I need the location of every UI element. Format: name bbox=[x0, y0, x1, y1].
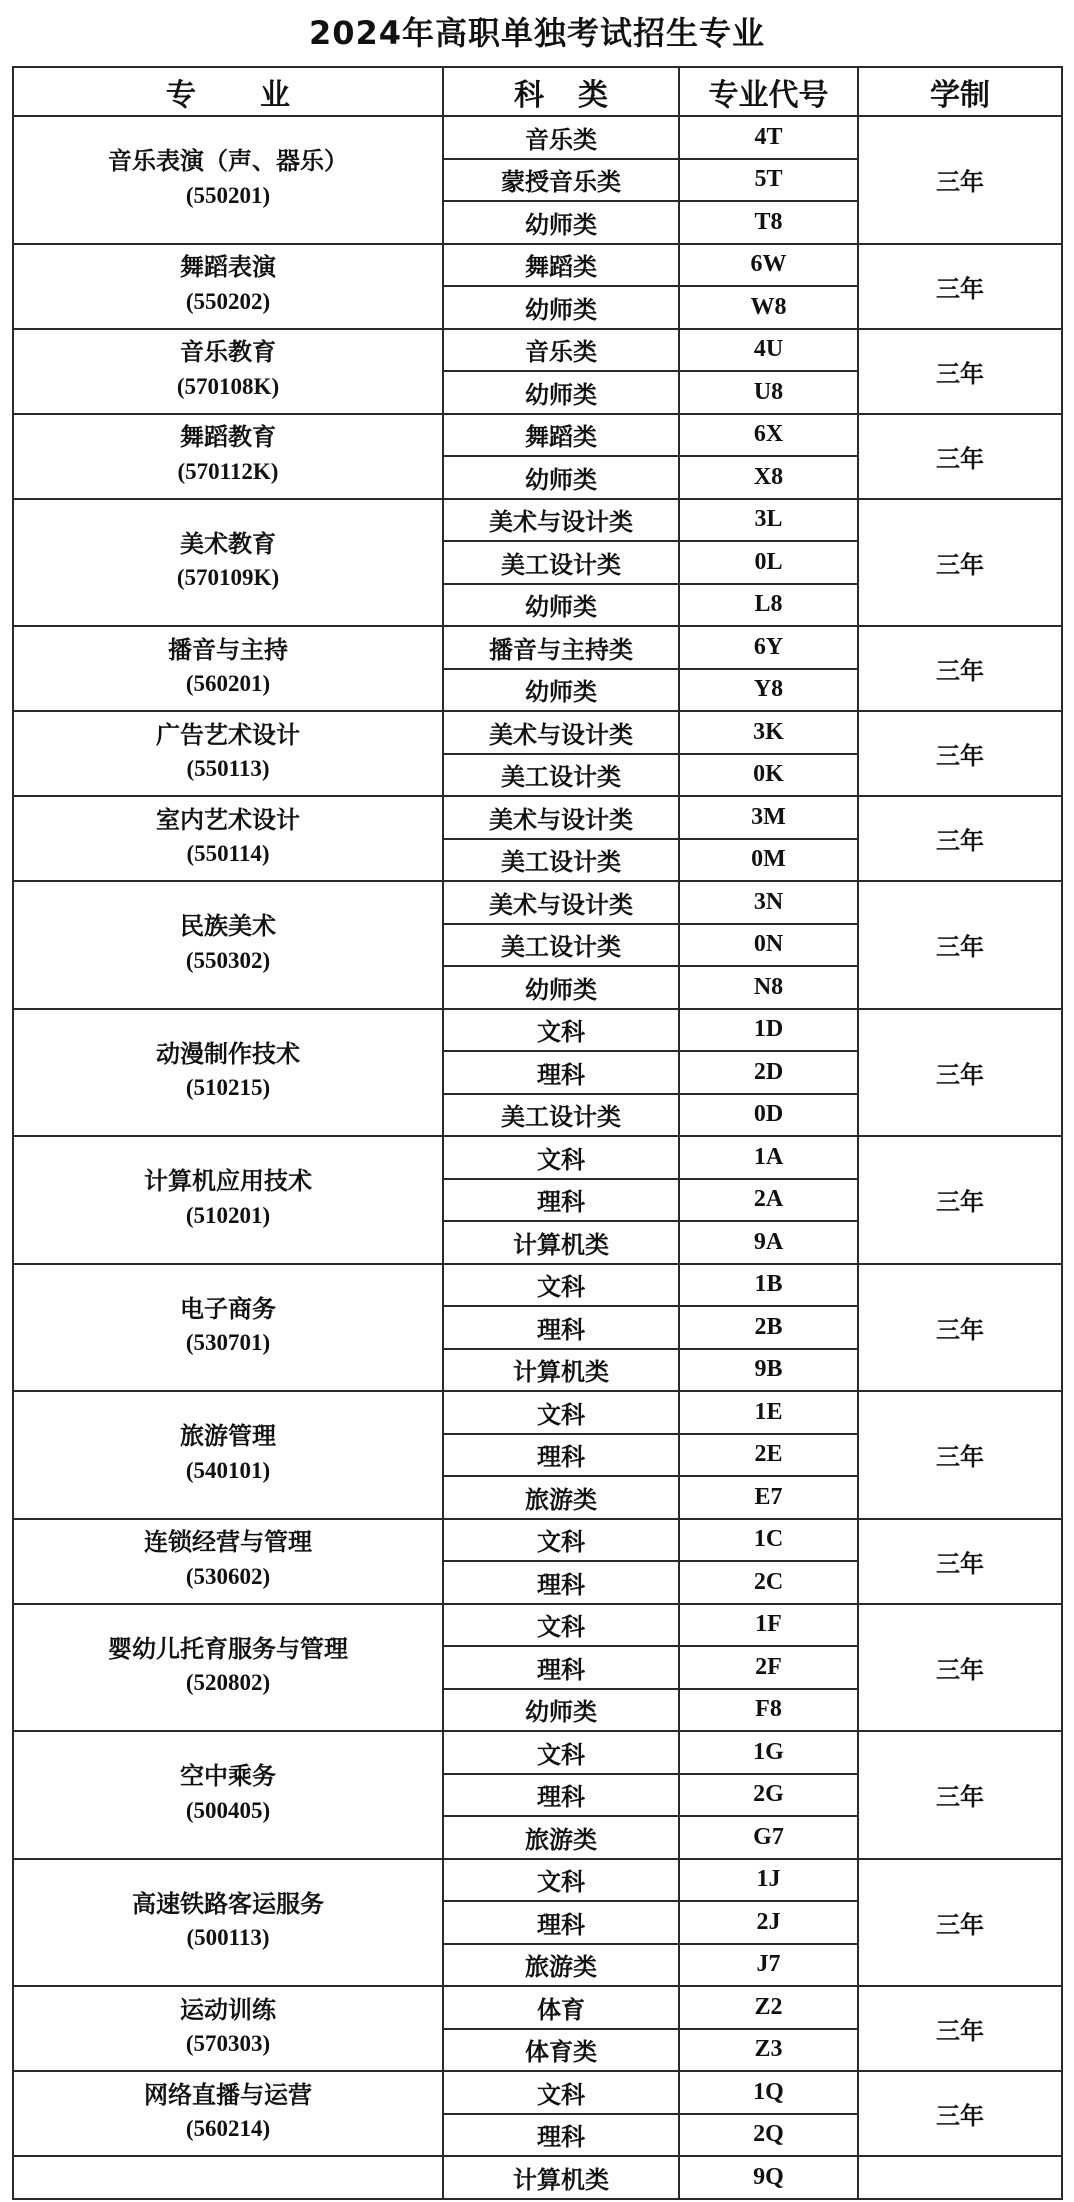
category-cell: 美术与设计类 bbox=[443, 881, 679, 924]
major-cell bbox=[13, 1986, 443, 2071]
major-cell bbox=[13, 1731, 443, 1859]
table-row bbox=[13, 626, 1062, 669]
table-row bbox=[13, 1519, 1062, 1562]
duration-cell: 三年 bbox=[858, 881, 1062, 1009]
program-code-cell: E7 bbox=[679, 1476, 858, 1519]
empty-major-cell bbox=[13, 2156, 443, 2199]
table-row bbox=[13, 2071, 1062, 2114]
major-block bbox=[14, 1165, 442, 1234]
major-code: (500405) bbox=[185, 1797, 271, 1823]
duration-cell: 三年 bbox=[858, 1264, 1062, 1392]
major-block bbox=[14, 145, 442, 214]
major-code: (500113) bbox=[186, 1925, 270, 1951]
program-code-cell: Y8 bbox=[679, 669, 858, 712]
major-cell bbox=[13, 796, 443, 881]
major-block bbox=[14, 1994, 442, 2063]
category-cell: 幼师类 bbox=[443, 1689, 679, 1732]
major-name: 舞蹈教育 bbox=[180, 423, 276, 452]
category-cell: 文科 bbox=[443, 2071, 679, 2114]
table-row bbox=[13, 1264, 1062, 1307]
program-code-cell: 9A bbox=[679, 1221, 858, 1264]
major-block bbox=[14, 1888, 442, 1957]
program-code-cell: 1E bbox=[679, 1391, 858, 1434]
category-cell: 文科 bbox=[443, 1264, 679, 1307]
category-cell: 文科 bbox=[443, 1391, 679, 1434]
major-code: (550201) bbox=[185, 182, 271, 208]
major-name: 高速铁路客运服务 bbox=[132, 1889, 324, 1918]
program-code-cell: 0L bbox=[679, 541, 858, 584]
category-cell: 舞蹈类 bbox=[443, 414, 679, 457]
category-cell: 文科 bbox=[443, 1009, 679, 1052]
major-cell bbox=[13, 244, 443, 329]
category-cell: 理科 bbox=[443, 1901, 679, 1944]
major-name: 音乐教育 bbox=[180, 338, 276, 367]
category-cell: 舞蹈类 bbox=[443, 244, 679, 287]
duration-cell: 三年 bbox=[858, 1731, 1062, 1859]
program-code-cell: 1Q bbox=[679, 2071, 858, 2114]
category-cell: 理科 bbox=[443, 1646, 679, 1689]
category-cell: 计算机类 bbox=[443, 1221, 679, 1264]
table-row bbox=[13, 1391, 1062, 1434]
major-code: (530602) bbox=[185, 1563, 271, 1589]
category-cell: 幼师类 bbox=[443, 286, 679, 329]
program-code-cell: 1C bbox=[679, 1519, 858, 1562]
category-cell: 美术与设计类 bbox=[443, 796, 679, 839]
table-header-row bbox=[13, 67, 1062, 116]
category-cell: 美工设计类 bbox=[443, 839, 679, 882]
major-cell bbox=[13, 414, 443, 499]
category-cell: 文科 bbox=[443, 1136, 679, 1179]
category-cell: 幼师类 bbox=[443, 966, 679, 1009]
table-row bbox=[13, 711, 1062, 754]
major-block bbox=[14, 2079, 442, 2148]
category-cell: 计算机类 bbox=[443, 2156, 679, 2199]
table-row bbox=[13, 796, 1062, 839]
table-row bbox=[13, 881, 1062, 924]
category-cell: 美术与设计类 bbox=[443, 499, 679, 542]
duration-cell: 三年 bbox=[858, 1391, 1062, 1519]
table-row-extra bbox=[13, 2156, 1062, 2199]
major-name: 婴幼儿托育服务与管理 bbox=[108, 1634, 348, 1663]
header-major: 专业 bbox=[13, 67, 443, 116]
duration-cell: 三年 bbox=[858, 2071, 1062, 2156]
program-code-cell: 3L bbox=[679, 499, 858, 542]
major-code: (550113) bbox=[186, 756, 270, 782]
category-cell: 理科 bbox=[443, 1306, 679, 1349]
category-cell: 体育 bbox=[443, 1986, 679, 2029]
major-block bbox=[14, 1293, 442, 1362]
category-cell: 旅游类 bbox=[443, 1944, 679, 1987]
category-cell: 理科 bbox=[443, 1561, 679, 1604]
category-cell: 旅游类 bbox=[443, 1476, 679, 1519]
major-block bbox=[14, 1633, 442, 1702]
program-code-cell: N8 bbox=[679, 966, 858, 1009]
category-cell: 美工设计类 bbox=[443, 924, 679, 967]
table-row bbox=[13, 1136, 1062, 1179]
category-cell: 幼师类 bbox=[443, 371, 679, 414]
category-cell: 理科 bbox=[443, 1774, 679, 1817]
category-cell: 文科 bbox=[443, 1731, 679, 1774]
category-cell: 美工设计类 bbox=[443, 1094, 679, 1137]
program-code-cell: 0N bbox=[679, 924, 858, 967]
major-block bbox=[14, 719, 442, 788]
program-code-cell: 0D bbox=[679, 1094, 858, 1137]
duration-cell: 三年 bbox=[858, 329, 1062, 414]
program-code-cell: 2F bbox=[679, 1646, 858, 1689]
program-code-cell: G7 bbox=[679, 1816, 858, 1859]
table-row bbox=[13, 414, 1062, 457]
header-duration: 学制 bbox=[858, 67, 1062, 116]
major-name: 室内艺术设计 bbox=[156, 805, 300, 834]
major-name: 美术教育 bbox=[180, 529, 276, 558]
program-code-cell: T8 bbox=[679, 201, 858, 244]
major-name: 民族美术 bbox=[180, 912, 276, 941]
program-code-cell: 6W bbox=[679, 244, 858, 287]
table-row bbox=[13, 244, 1062, 287]
duration-cell: 三年 bbox=[858, 711, 1062, 796]
program-code-cell: U8 bbox=[679, 371, 858, 414]
category-cell: 幼师类 bbox=[443, 201, 679, 244]
category-cell: 音乐类 bbox=[443, 116, 679, 159]
duration-cell: 三年 bbox=[858, 414, 1062, 499]
program-code-cell: L8 bbox=[679, 584, 858, 627]
major-name: 计算机应用技术 bbox=[144, 1167, 312, 1196]
program-code-cell: F8 bbox=[679, 1689, 858, 1732]
major-cell bbox=[13, 1604, 443, 1732]
program-code-cell: 2D bbox=[679, 1051, 858, 1094]
major-code: (560214) bbox=[185, 2116, 271, 2142]
major-cell bbox=[13, 499, 443, 627]
category-cell: 幼师类 bbox=[443, 456, 679, 499]
major-cell bbox=[13, 329, 443, 414]
program-code-cell: 0K bbox=[679, 754, 858, 797]
major-cell bbox=[13, 1009, 443, 1137]
major-block bbox=[14, 421, 442, 490]
major-code: (560201) bbox=[185, 671, 271, 697]
category-cell: 体育类 bbox=[443, 2029, 679, 2072]
major-name: 旅游管理 bbox=[180, 1422, 276, 1451]
program-code-cell: W8 bbox=[679, 286, 858, 329]
major-block bbox=[14, 251, 442, 320]
major-block bbox=[14, 1038, 442, 1107]
major-code: (510215) bbox=[185, 1075, 271, 1101]
category-cell: 文科 bbox=[443, 1859, 679, 1902]
page-title: 2024年高职单独考试招生专业 bbox=[308, 14, 766, 52]
category-cell: 文科 bbox=[443, 1519, 679, 1562]
program-code-cell: 1B bbox=[679, 1264, 858, 1307]
table-body bbox=[13, 116, 1062, 2199]
program-code-cell: 1F bbox=[679, 1604, 858, 1647]
major-cell bbox=[13, 1859, 443, 1987]
program-code-cell: 2E bbox=[679, 1434, 858, 1477]
category-cell: 理科 bbox=[443, 1179, 679, 1222]
table-row bbox=[13, 1859, 1062, 1902]
duration-cell: 三年 bbox=[858, 499, 1062, 627]
major-name: 舞蹈表演 bbox=[180, 253, 276, 282]
major-block bbox=[14, 1760, 442, 1829]
category-cell: 理科 bbox=[443, 1051, 679, 1094]
major-code: (570303) bbox=[185, 2031, 271, 2057]
major-cell bbox=[13, 1519, 443, 1604]
duration-cell: 三年 bbox=[858, 1009, 1062, 1137]
duration-cell: 三年 bbox=[858, 116, 1062, 244]
category-cell: 旅游类 bbox=[443, 1816, 679, 1859]
major-name: 广告艺术设计 bbox=[156, 720, 300, 749]
major-block bbox=[14, 910, 442, 979]
table-row bbox=[13, 329, 1062, 372]
majors-table bbox=[12, 66, 1063, 2200]
program-code-cell: 3K bbox=[679, 711, 858, 754]
table-row bbox=[13, 1009, 1062, 1052]
major-code: (570112K) bbox=[177, 458, 279, 484]
duration-cell: 三年 bbox=[858, 626, 1062, 711]
category-cell: 美工设计类 bbox=[443, 754, 679, 797]
header-code: 专业代号 bbox=[679, 67, 858, 116]
major-name: 音乐表演（声、器乐） bbox=[108, 147, 348, 176]
table-row bbox=[13, 1604, 1062, 1647]
major-code: (550114) bbox=[186, 841, 270, 867]
major-code: (550302) bbox=[185, 947, 271, 973]
major-block bbox=[14, 1526, 442, 1595]
major-block bbox=[14, 1420, 442, 1489]
program-code-cell: 1J bbox=[679, 1859, 858, 1902]
major-cell bbox=[13, 881, 443, 1009]
program-code-cell: 2C bbox=[679, 1561, 858, 1604]
duration-cell: 三年 bbox=[858, 1136, 1062, 1264]
major-code: (530701) bbox=[185, 1330, 271, 1356]
major-name: 空中乘务 bbox=[180, 1762, 276, 1791]
major-cell bbox=[13, 2071, 443, 2156]
major-block bbox=[14, 804, 442, 873]
table-row bbox=[13, 499, 1062, 542]
category-cell: 音乐类 bbox=[443, 329, 679, 372]
program-code-cell: 4U bbox=[679, 329, 858, 372]
empty-duration-cell bbox=[858, 2156, 1062, 2199]
program-code-cell: 3M bbox=[679, 796, 858, 839]
major-code: (550202) bbox=[185, 288, 271, 314]
major-name: 播音与主持 bbox=[168, 635, 288, 664]
program-code-cell: 0M bbox=[679, 839, 858, 882]
major-cell bbox=[13, 1136, 443, 1264]
category-cell: 播音与主持类 bbox=[443, 626, 679, 669]
major-name: 网络直播与运营 bbox=[144, 2080, 312, 2109]
major-name: 动漫制作技术 bbox=[156, 1039, 300, 1068]
major-name: 运动训练 bbox=[180, 1995, 276, 2024]
program-code-cell: 6Y bbox=[679, 626, 858, 669]
program-code-cell: J7 bbox=[679, 1944, 858, 1987]
program-code-cell: 4T bbox=[679, 116, 858, 159]
program-code-cell: 9Q bbox=[679, 2156, 858, 2199]
major-cell bbox=[13, 626, 443, 711]
major-code: (510201) bbox=[185, 1202, 271, 1228]
category-cell: 文科 bbox=[443, 1604, 679, 1647]
program-code-cell: 1D bbox=[679, 1009, 858, 1052]
major-cell bbox=[13, 116, 443, 244]
program-code-cell: 5T bbox=[679, 159, 858, 202]
header-category: 科类 bbox=[443, 67, 679, 116]
table-row bbox=[13, 116, 1062, 159]
major-block bbox=[14, 336, 442, 405]
major-name: 电子商务 bbox=[180, 1294, 276, 1323]
program-code-cell: 9B bbox=[679, 1349, 858, 1392]
program-code-cell: 2A bbox=[679, 1179, 858, 1222]
major-block bbox=[14, 634, 442, 703]
category-cell: 美工设计类 bbox=[443, 541, 679, 584]
category-cell: 美术与设计类 bbox=[443, 711, 679, 754]
major-code: (570108K) bbox=[176, 373, 280, 399]
major-code: (540101) bbox=[185, 1457, 271, 1483]
table-row bbox=[13, 1986, 1062, 2029]
program-code-cell: 1A bbox=[679, 1136, 858, 1179]
program-code-cell: 3N bbox=[679, 881, 858, 924]
table-row bbox=[13, 1731, 1062, 1774]
duration-cell: 三年 bbox=[858, 1519, 1062, 1604]
major-cell bbox=[13, 711, 443, 796]
category-cell: 幼师类 bbox=[443, 669, 679, 712]
program-code-cell: Z2 bbox=[679, 1986, 858, 2029]
category-cell: 幼师类 bbox=[443, 584, 679, 627]
program-code-cell: 2Q bbox=[679, 2114, 858, 2157]
duration-cell: 三年 bbox=[858, 1604, 1062, 1732]
program-code-cell: 2J bbox=[679, 1901, 858, 1944]
category-cell: 理科 bbox=[443, 1434, 679, 1477]
program-code-cell: X8 bbox=[679, 456, 858, 499]
program-code-cell: 2B bbox=[679, 1306, 858, 1349]
major-name: 连锁经营与管理 bbox=[144, 1528, 312, 1557]
category-cell: 蒙授音乐类 bbox=[443, 159, 679, 202]
category-cell: 理科 bbox=[443, 2114, 679, 2157]
program-code-cell: 2G bbox=[679, 1774, 858, 1817]
category-cell: 计算机类 bbox=[443, 1349, 679, 1392]
program-code-cell: 1G bbox=[679, 1731, 858, 1774]
major-cell bbox=[13, 1264, 443, 1392]
program-code-cell: Z3 bbox=[679, 2029, 858, 2072]
major-cell bbox=[13, 1391, 443, 1519]
program-code-cell: 6X bbox=[679, 414, 858, 457]
duration-cell: 三年 bbox=[858, 796, 1062, 881]
duration-cell: 三年 bbox=[858, 1986, 1062, 2071]
major-code: (570109K) bbox=[176, 565, 280, 591]
duration-cell: 三年 bbox=[858, 244, 1062, 329]
major-code: (520802) bbox=[185, 1670, 271, 1696]
duration-cell: 三年 bbox=[858, 1859, 1062, 1987]
major-block bbox=[14, 528, 442, 597]
